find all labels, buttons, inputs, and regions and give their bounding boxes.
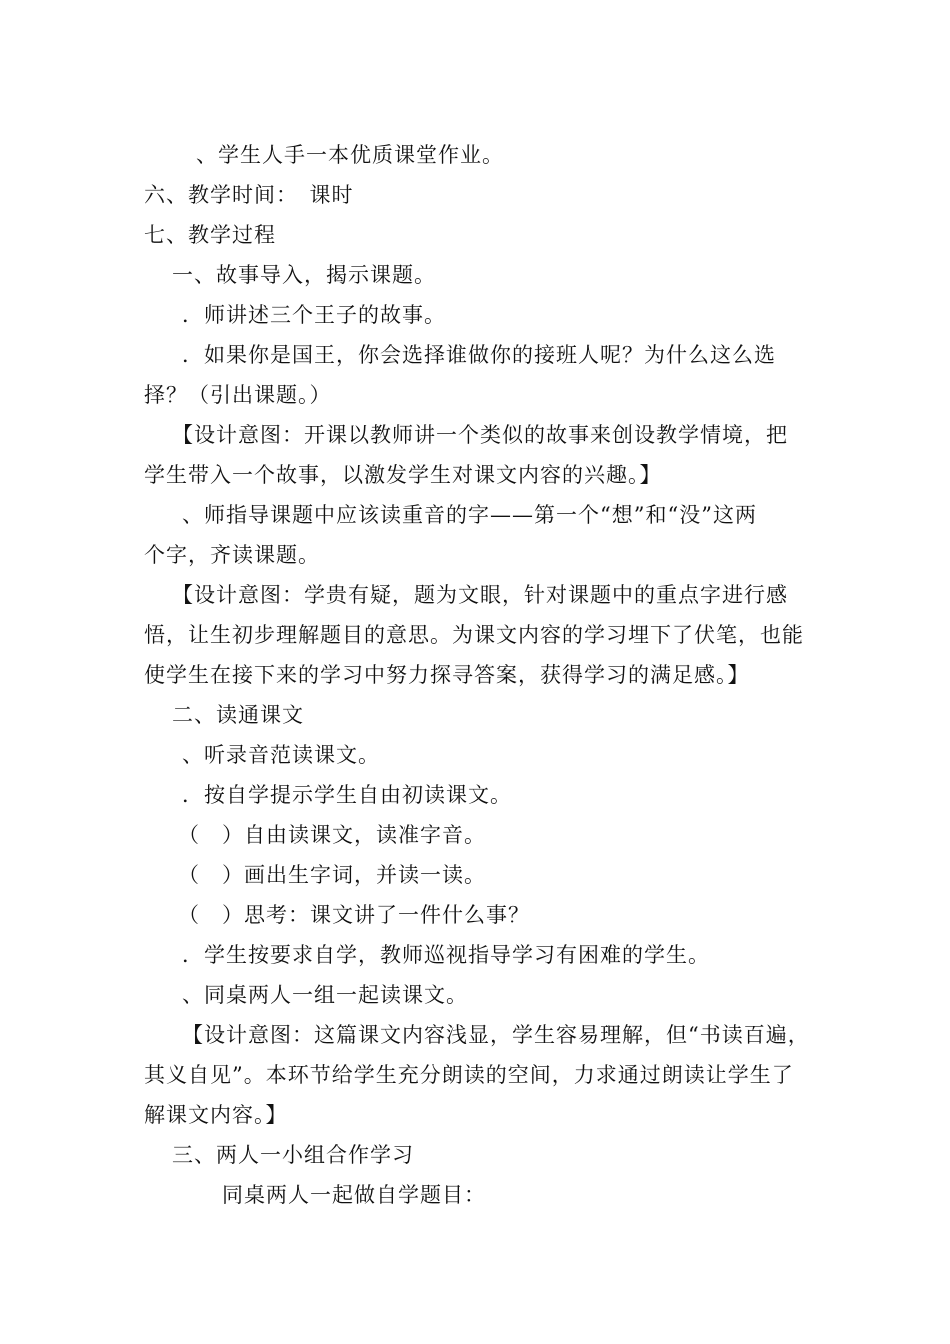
section-heading: 七、教学过程 xyxy=(144,223,276,247)
text-line: ．如果你是国王，你会选择谁做你的接班人呢？为什么这么选 xyxy=(182,343,776,367)
text-line: 、学生人手一本优质课堂作业。 xyxy=(196,143,504,167)
text-line: 、听录音范读课文。 xyxy=(182,743,380,767)
design-note: 学生带入一个故事，以激发学生对课文内容的兴趣。】 xyxy=(144,463,662,487)
design-note: 解课文内容。】 xyxy=(144,1103,288,1127)
design-note: 【设计意图：学贵有疑，题为文眼，针对课题中的重点字进行感 xyxy=(172,583,788,607)
text-line: 六、教学时间： 课时 xyxy=(144,183,354,207)
text-line: （ ）画出生字词，并读一读。 xyxy=(178,863,486,887)
design-note: 其义自见”。本环节给学生充分朗读的空间，力求通过朗读让学生了 xyxy=(144,1063,794,1087)
text-line: （ ）自由读课文，读准字音。 xyxy=(178,823,486,847)
section-heading: 三、两人一小组合作学习 xyxy=(172,1143,414,1167)
design-note: 【设计意图：这篇课文内容浅显，学生容易理解，但“书读百遍， xyxy=(182,1023,810,1047)
text-line: 个字，齐读课题。 xyxy=(144,543,320,567)
text-line: 、同桌两人一组一起读课文。 xyxy=(182,983,468,1007)
text-line: ．按自学提示学生自由初读课文。 xyxy=(182,783,512,807)
text-line: ．学生按要求自学，教师巡视指导学习有困难的学生。 xyxy=(182,943,710,967)
text-line: 、师指导课题中应该读重音的字——第一个“想”和“没”这两 xyxy=(182,503,757,527)
section-heading: 一、故事导入，揭示课题。 xyxy=(172,263,436,287)
section-heading: 二、读通课文 xyxy=(172,703,304,727)
design-note: 【设计意图：开课以教师讲一个类似的故事来创设教学情境，把 xyxy=(172,423,788,447)
text-line: 择？（引出课题。） xyxy=(144,383,332,407)
design-note: 悟，让生初步理解题目的意思。为课文内容的学习埋下了伏笔，也能 xyxy=(144,623,804,647)
text-line: ．师讲述三个王子的故事。 xyxy=(182,303,446,327)
text-line: （ ）思考：课文讲了一件什么事？ xyxy=(178,903,530,927)
text-line: 同桌两人一起做自学题目： xyxy=(222,1183,486,1207)
design-note: 使学生在接下来的学习中努力探寻答案，获得学习的满足感。】 xyxy=(144,663,750,687)
